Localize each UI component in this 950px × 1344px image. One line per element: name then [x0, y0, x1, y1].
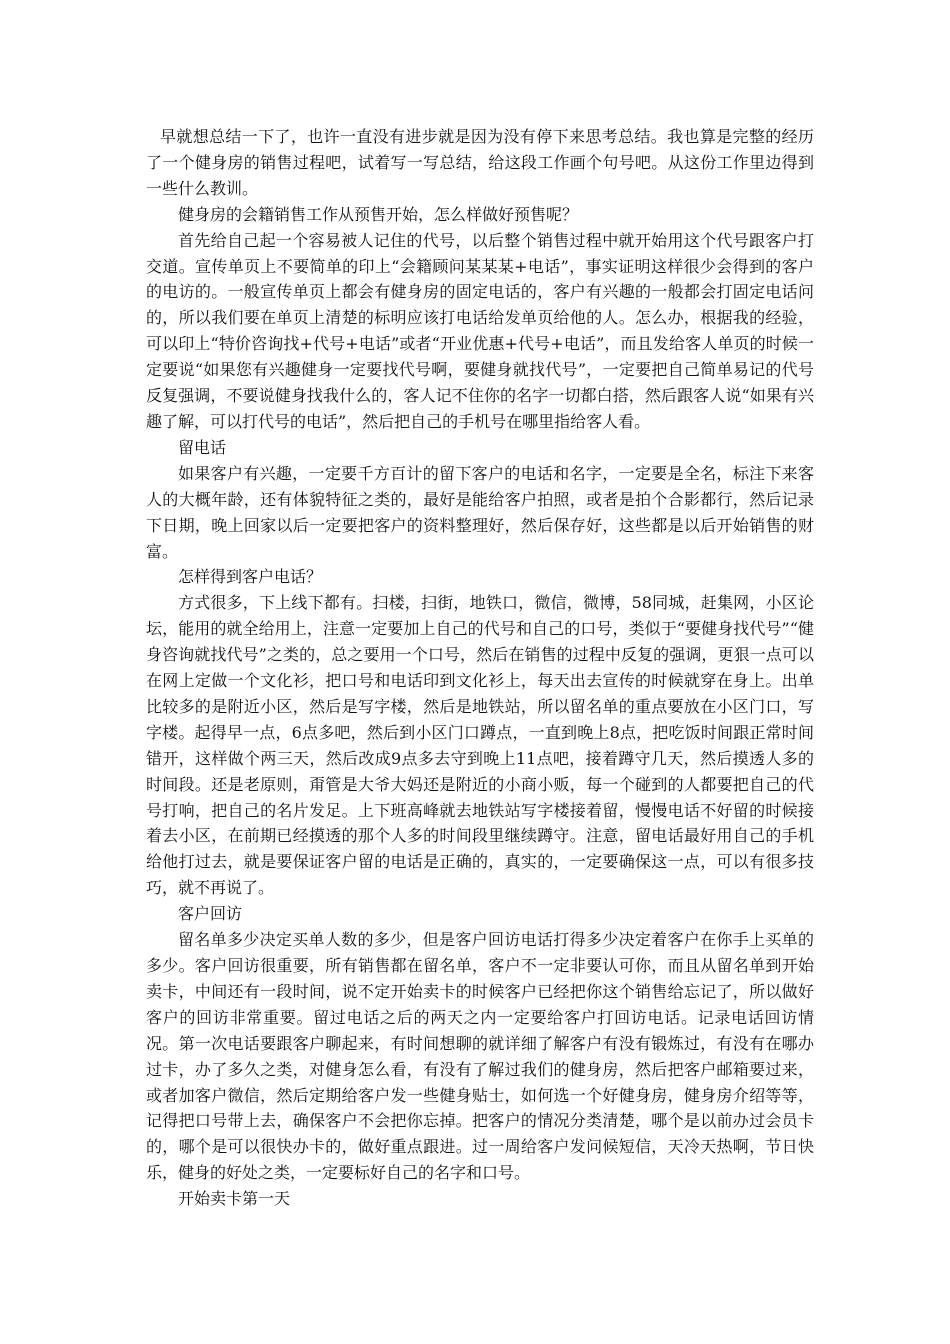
document-body: [146, 124, 814, 1212]
section-heading-presale: 健身房的会籍销售工作从预售开始，怎么样做好预售呢？: [178, 204, 579, 224]
paragraph-codename: 首先给自己起一个容易被人记住的代号，以后整个销售过程中就开始用这个代号跟客户打交道。宣传单页上不要简单的印上“会籍顾问某某某+电话”，事实证明这样很少会得到的客户的电访的。一般宣传单页上都会有健身房的固定电话的，客户有兴趣的一般都会打固定电话问的，所以我们要在单页上清楚的标明应该打电话给发单页给他的人。怎么办，根据我的经验，可以印上“特价咨询找+代号+电话”或者“开业优惠+代号+电话”，而且发给客人单页的时候一定要说“如果您有兴趣健身一定要找代号啊，要健身就找代号”，一定要把自己简单易记的代号反复强调，不要说健身找我什么的，客人记不住你的名字一切都白搭，然后跟客人说“如果有兴趣了解，可以打代号的电话”，然后把自己的手机号在哪里指给客人看。: [146, 230, 814, 431]
section-heading-first-day: 开始卖卡第一天: [178, 1189, 291, 1209]
section-heading-get-phone: 怎样得到客户电话？: [178, 567, 323, 587]
section-heading-leave-phone: 留电话: [178, 437, 227, 457]
paragraph-follow-up: 留名单多少决定买单人数的多少，但是客户回访电话打得多少决定着客户在你手上买单的多少。客户回访很重要，所有销售都在留名单，客户不一定非要认可你，而且从留名单到开始卖卡，中间还有一段时间，说不定开始卖卡的时候客户已经把你这个销售给忘记了，所以做好客户的回访非常重要。留过电话之后的两天之内一定要给客户打回访电话。记录电话回访情况。第一次电话要跟客户聊起来，有时间想聊的就详细了解客户有没有锻炼过，有没有在哪办过卡，办了多久之类，对健身怎么看，有没有了解过我们的健身房，然后把客户邮箱要过来，或者加客户微信，然后定期给客户发一些健身贴士，如何选一个好健身房，健身房介绍等等，记得把口号带上去，确保客户不会把你忘掉。把客户的情况分类清楚，哪个是以前办过会员卡的，哪个是可以很快办卡的，做好重点跟进。过一周给客户发问候短信，天冷天热啊，节日快乐，健身的好处之类，一定要标好自己的名字和口号。: [146, 930, 814, 1183]
paragraph-intro: 早就想总结一下了，也许一直没有进步就是因为没有停下来思考总结。我也算是完整的经历了一个健身房的销售过程吧，试着写一写总结，给这段工作画个句号吧。从这份工作里边得到一些什么教训。: [146, 127, 814, 198]
section-heading-follow-up: 客户回访: [178, 904, 243, 924]
paragraph-get-phone: 方式很多，下上线下都有。扫楼，扫街，地铁口，微信，微博，58同城，赶集网，小区论坛，能用的就全给用上，注意一定要加上自己的代号和自己的口号，类似于“要健身找代号”“健身咨询就找代号”之类的，总之要用一个口号，然后在销售的过程中反复的强调，更狠一点可以在网上定做一个文化衫，把口号和电话印到文化衫上，每天出去宣传的时候就穿在身上。出单比较多的是附近小区，然后是写字楼，然后是地铁站，所以留名单的重点要放在小区门口，写字楼。起得早一点，6点多吧，然后到小区门口蹲点，一直到晚上8点，把吃饭时间跟正常时间错开，这样做个两三天，然后改成9点多去守到晚上11点吧，接着蹲守几天，然后摸透人多的时间段。还是老原则，甭管是大爷大妈还是附近的小商小贩，每一个碰到的人都要把自己的代号打响，把自己的名片发足。上下班高峰就去地铁站写字楼接着留，慢慢电话不好留的时候接着去小区，在前期已经摸透的那个人多的时间段里继续蹲守。注意，留电话最好用自己的手机给他打过去，就是要保证客户留的电话是正确的，真实的，一定要确保这一点，可以有很多技巧，就不再说了。: [146, 593, 814, 898]
paragraph-leave-phone: 如果客户有兴趣，一定要千方百计的留下客户的电话和名字，一定要是全名，标注下来客人的大概年龄，还有体貌特征之类的，最好是能给客户拍照，或者是拍个合影都行，然后记录下日期，晚上回家以后一定要把客户的资料整理好，然后保存好，这些都是以后开始销售的财富。: [146, 463, 814, 561]
